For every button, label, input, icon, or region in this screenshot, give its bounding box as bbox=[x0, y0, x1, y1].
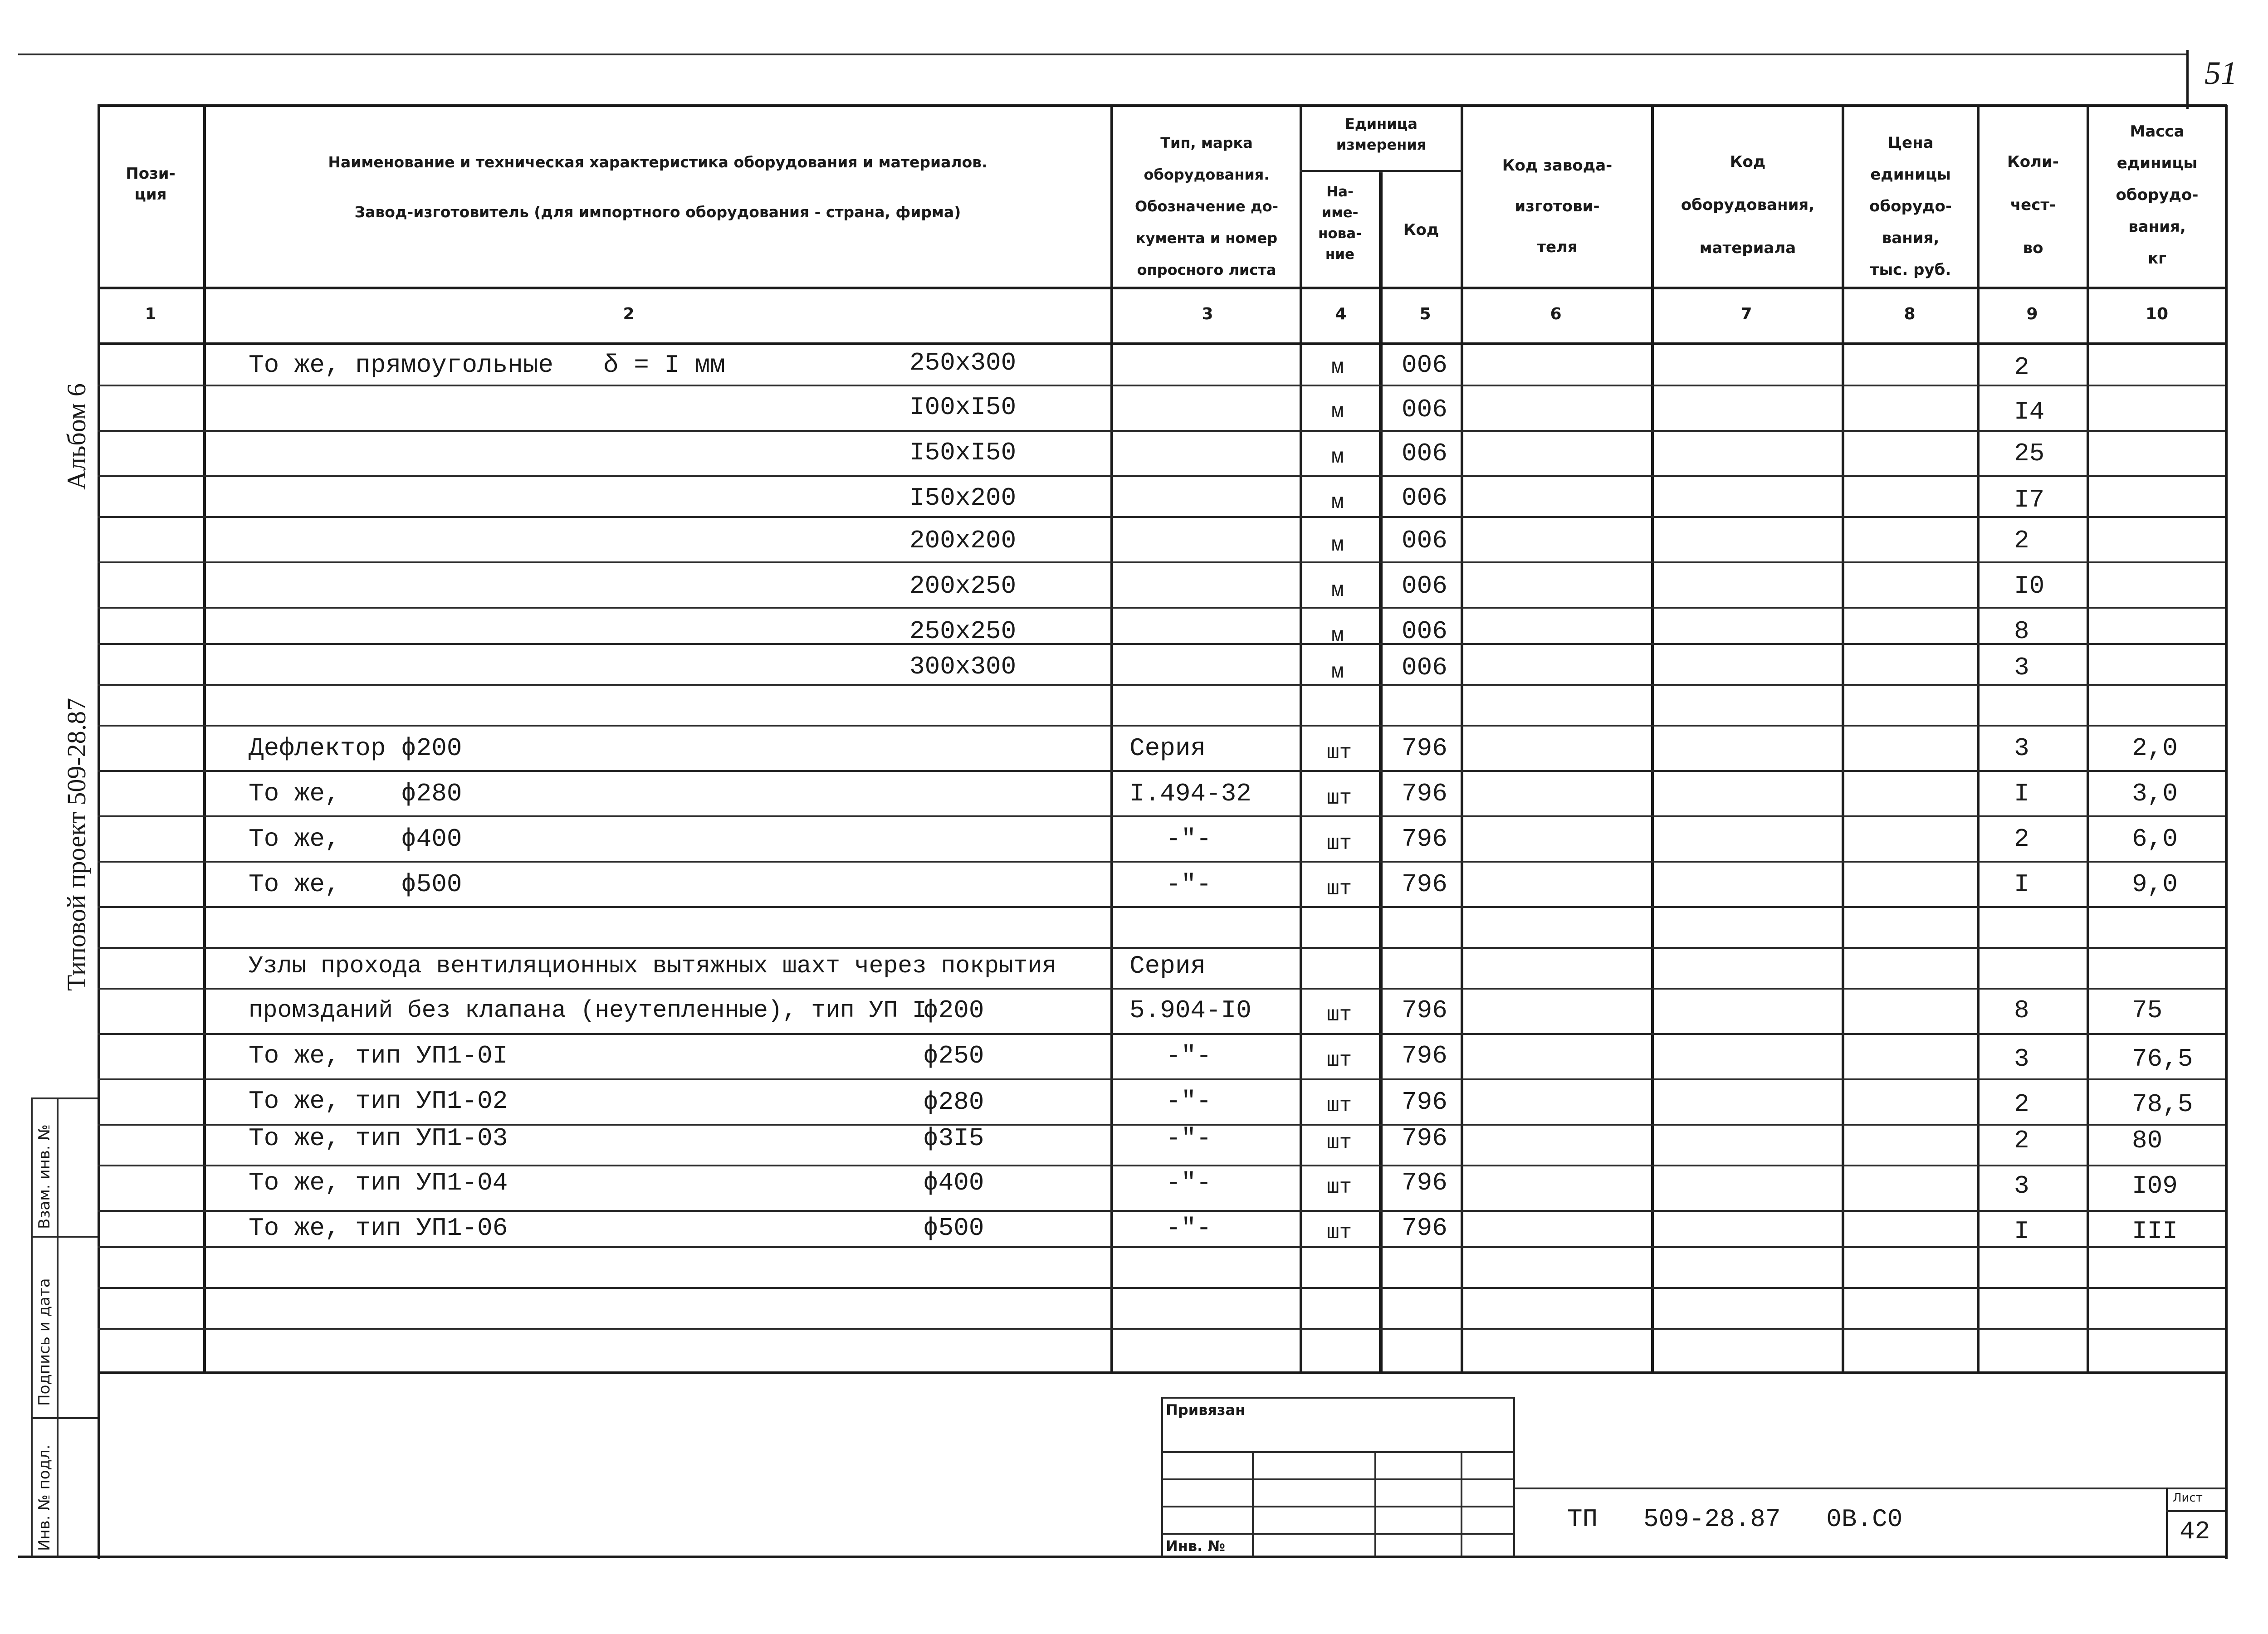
row-unit: м bbox=[1331, 400, 1344, 424]
row-unit: шт bbox=[1327, 877, 1352, 901]
row-qty: 8 bbox=[2014, 617, 2029, 646]
header-type: Тип, марка оборудования. Обозначение до- кумента и номер опросного листа bbox=[1135, 134, 1278, 278]
stamp-signature-date: Подпись и дата bbox=[35, 1278, 54, 1406]
row-type: -"- bbox=[1166, 1214, 1212, 1243]
row-type: -"- bbox=[1166, 1124, 1212, 1153]
row-mass: 76,5 bbox=[2132, 1044, 2193, 1073]
row-code: 006 bbox=[1402, 395, 1447, 424]
row-qty: I0 bbox=[2014, 571, 2045, 600]
stamp-replacement-inv: Взам. инв. № bbox=[35, 1124, 54, 1229]
row-unit: шт bbox=[1327, 1049, 1352, 1072]
row-qty: I7 bbox=[2014, 485, 2045, 514]
row-size: 250x250 bbox=[909, 617, 1017, 646]
row-mass: 2,0 bbox=[2132, 734, 2178, 763]
row-size: 250x300 bbox=[909, 348, 1017, 377]
row-name: То же, тип УП1-02 bbox=[249, 1087, 508, 1116]
row-code: 796 bbox=[1402, 1041, 1447, 1070]
row-type: -"- bbox=[1166, 1168, 1212, 1197]
row-qty: I4 bbox=[2014, 397, 2045, 426]
row-unit: м bbox=[1331, 356, 1344, 379]
row-qty: 3 bbox=[2014, 1171, 2029, 1200]
row-code: 006 bbox=[1402, 351, 1447, 380]
column-number-1: 1 bbox=[145, 305, 156, 323]
page-number: 51 bbox=[2204, 55, 2237, 91]
row-size: ϕ250 bbox=[923, 1041, 984, 1070]
row-size: ϕ500 bbox=[923, 1214, 984, 1243]
row-qty: I bbox=[2014, 779, 2029, 808]
row-size: 200x200 bbox=[909, 526, 1017, 555]
header-factory-code: Код завода- изготови- теля bbox=[1502, 156, 1613, 256]
row-code: 796 bbox=[1402, 734, 1447, 763]
row-code: 796 bbox=[1402, 824, 1447, 854]
row-mass: 80 bbox=[2132, 1126, 2163, 1155]
row-mass: 3,0 bbox=[2132, 779, 2178, 808]
row-unit: шт bbox=[1327, 1094, 1352, 1117]
row-code: 006 bbox=[1402, 526, 1447, 555]
row-code: 796 bbox=[1402, 870, 1447, 899]
row-qty: 25 bbox=[2014, 439, 2045, 468]
row-type: -"- bbox=[1166, 824, 1212, 854]
row-type: 5.904-I0 bbox=[1129, 996, 1251, 1025]
row-unit: м bbox=[1331, 491, 1344, 514]
row-size: ϕ280 bbox=[923, 1088, 984, 1117]
row-qty: 3 bbox=[2014, 734, 2029, 763]
row-unit: м bbox=[1331, 445, 1344, 469]
row-unit: м bbox=[1331, 533, 1344, 557]
column-number-5: 5 bbox=[1419, 305, 1431, 323]
row-type: -"- bbox=[1166, 1041, 1212, 1070]
header-name-line1: Наименование и техническая характеристика оборудования и материалов. bbox=[328, 153, 987, 171]
row-code: 006 bbox=[1402, 653, 1447, 682]
header-name-line2: Завод-изготовитель (для импортного оборудования - страна, фирма) bbox=[354, 203, 961, 221]
row-qty: 2 bbox=[2014, 1090, 2029, 1119]
album-label: Альбом 6 bbox=[62, 383, 91, 490]
row-unit: шт bbox=[1327, 741, 1352, 765]
row-mass: 78,5 bbox=[2132, 1090, 2193, 1119]
column-number-10: 10 bbox=[2145, 305, 2169, 323]
row-code: 006 bbox=[1402, 617, 1447, 646]
header-equipment-code: Код оборудования, материала bbox=[1681, 153, 1815, 257]
row-code: 796 bbox=[1402, 1214, 1447, 1243]
row-size: ϕ200 bbox=[923, 996, 984, 1025]
row-code: 006 bbox=[1402, 483, 1447, 512]
row-qty: 2 bbox=[2014, 526, 2029, 555]
row-unit: м bbox=[1331, 579, 1344, 602]
row-name: То же, ϕ400 bbox=[249, 824, 462, 854]
document-code: ТП 509-28.87 0В.С0 bbox=[1567, 1505, 1903, 1534]
inv-no-label: Инв. № bbox=[1166, 1537, 1225, 1555]
column-number-6: 6 bbox=[1550, 305, 1562, 323]
row-code: 796 bbox=[1402, 779, 1447, 808]
row-type: Серия bbox=[1129, 951, 1206, 980]
header-unit-code: Код bbox=[1403, 221, 1439, 239]
header-position: Пози- ция bbox=[126, 165, 176, 204]
column-number-4: 4 bbox=[1335, 305, 1347, 323]
row-type: Серия bbox=[1129, 734, 1206, 763]
header-mass: Масса единицы оборудо- вания, кг bbox=[2116, 122, 2199, 268]
row-unit: шт bbox=[1327, 832, 1352, 855]
column-number-9: 9 bbox=[2026, 305, 2038, 323]
row-qty: 3 bbox=[2014, 1044, 2029, 1073]
column-number-2: 2 bbox=[623, 305, 635, 323]
row-mass: 9,0 bbox=[2132, 870, 2178, 899]
row-size: I50x200 bbox=[909, 483, 1017, 512]
row-unit: м bbox=[1331, 624, 1344, 648]
row-code: 796 bbox=[1402, 996, 1447, 1025]
row-code: 796 bbox=[1402, 1124, 1447, 1153]
row-type: -"- bbox=[1166, 870, 1212, 899]
row-unit: шт bbox=[1327, 1131, 1352, 1155]
row-size: I50xI50 bbox=[909, 438, 1017, 467]
row-delta: δ = I мм bbox=[603, 351, 725, 380]
row-unit: шт bbox=[1327, 1221, 1352, 1244]
row-mass: 75 bbox=[2132, 996, 2163, 1025]
row-size: 200x250 bbox=[909, 571, 1017, 600]
row-name: Дефлектор ϕ200 bbox=[249, 734, 462, 763]
column-number-7: 7 bbox=[1740, 305, 1752, 323]
row-code: 006 bbox=[1402, 571, 1447, 600]
privyazan-label: Привязан bbox=[1166, 1401, 1246, 1419]
row-type: -"- bbox=[1166, 1087, 1212, 1116]
row-mass: III bbox=[2132, 1217, 2178, 1246]
row-code: 796 bbox=[1402, 1168, 1447, 1197]
row-qty: 2 bbox=[2014, 1126, 2029, 1155]
project-label: Типовой проект 509-28.87 bbox=[62, 697, 91, 991]
row-name: То же, ϕ280 bbox=[249, 779, 462, 808]
sheet-number: 42 bbox=[2180, 1517, 2210, 1546]
header-unit-group: Единица измерения bbox=[1336, 115, 1427, 153]
row-unit: м bbox=[1331, 660, 1344, 684]
row-unit: шт bbox=[1327, 786, 1352, 810]
column-number-3: 3 bbox=[1202, 305, 1213, 323]
row-code: 796 bbox=[1402, 1088, 1447, 1117]
header-price: Цена единицы оборудо- вания, тыс. руб. bbox=[1869, 134, 1952, 279]
row-name: То же, тип УП1-03 bbox=[249, 1124, 508, 1153]
row-name: Узлы прохода вентиляционных вытяжных шахт через покрытия bbox=[249, 952, 1057, 980]
row-size: ϕ3I5 bbox=[923, 1124, 984, 1153]
row-qty: 3 bbox=[2014, 653, 2029, 682]
header-unit-name: На- име- нова- ние bbox=[1318, 184, 1362, 263]
row-size: I00xI50 bbox=[909, 393, 1017, 422]
row-code: 006 bbox=[1402, 439, 1447, 468]
row-qty: 2 bbox=[2014, 824, 2029, 854]
row-name: То же, ϕ500 bbox=[249, 870, 462, 899]
row-unit: шт bbox=[1327, 1003, 1352, 1027]
row-mass: 6,0 bbox=[2132, 824, 2178, 854]
row-qty: I bbox=[2014, 870, 2029, 899]
row-name: промзданий без клапана (неутепленные), тип УП I bbox=[249, 997, 927, 1024]
row-unit: шт bbox=[1327, 1176, 1352, 1199]
row-size: 300x300 bbox=[909, 652, 1017, 681]
row-name: То же, тип УП1-0I bbox=[249, 1041, 508, 1070]
row-type: I.494-32 bbox=[1129, 779, 1251, 808]
row-qty: I bbox=[2014, 1217, 2029, 1246]
row-mass: I09 bbox=[2132, 1171, 2178, 1200]
row-name: То же, прямоугольные bbox=[249, 351, 554, 380]
column-number-8: 8 bbox=[1904, 305, 1916, 323]
row-size: ϕ400 bbox=[923, 1168, 984, 1197]
row-name: То же, тип УП1-04 bbox=[249, 1168, 508, 1197]
stamp-inv-original: Инв. № подл. bbox=[35, 1444, 54, 1551]
sheet-label: Лист bbox=[2173, 1491, 2203, 1505]
row-name: То же, тип УП1-06 bbox=[249, 1214, 508, 1243]
row-qty: 8 bbox=[2014, 996, 2029, 1025]
row-qty: 2 bbox=[2014, 353, 2029, 382]
header-quantity: Коли- чест- во bbox=[2007, 153, 2059, 257]
